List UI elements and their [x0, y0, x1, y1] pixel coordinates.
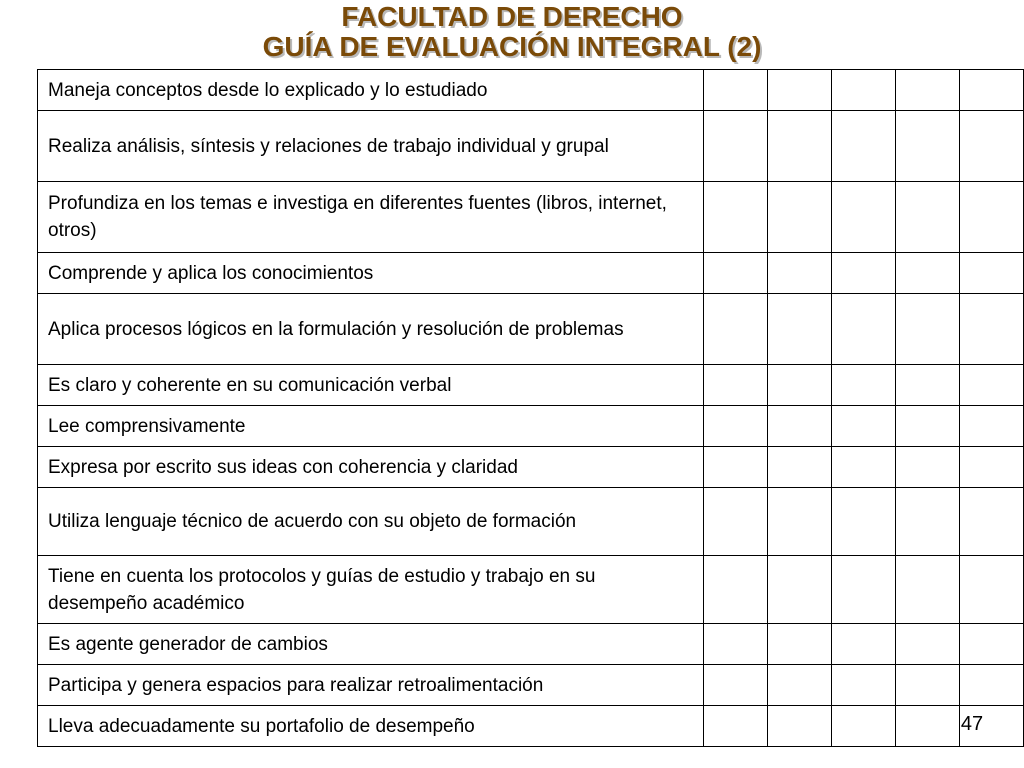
rating-cell[interactable] — [768, 624, 832, 665]
table-row — [38, 488, 1024, 556]
evaluation-table — [37, 69, 1024, 747]
slide-title — [0, 2, 1024, 62]
rating-cell[interactable] — [896, 447, 960, 488]
table-row — [38, 182, 1024, 253]
rating-cell[interactable] — [896, 70, 960, 111]
rating-cell[interactable] — [704, 70, 768, 111]
rating-cell[interactable] — [896, 624, 960, 665]
rating-cell[interactable] — [704, 624, 768, 665]
criterion-cell: Utiliza lenguaje técnico de acuerdo con su objeto de formación — [38, 488, 704, 556]
rating-cell[interactable] — [768, 253, 832, 294]
page-number: 47 — [960, 713, 984, 735]
rating-cell[interactable] — [832, 706, 896, 747]
rating-cell[interactable] — [768, 70, 832, 111]
criterion-cell: Tiene en cuenta los protocolos y guías de estudio y trabajo en su desempeño académico — [38, 556, 704, 624]
rating-cell[interactable] — [832, 624, 896, 665]
rating-cell[interactable] — [896, 406, 960, 447]
rating-cell[interactable] — [960, 253, 1024, 294]
rating-cell[interactable] — [960, 488, 1024, 556]
rating-cell[interactable] — [960, 182, 1024, 253]
rating-cell[interactable] — [896, 665, 960, 706]
rating-cell[interactable] — [704, 253, 768, 294]
table-row — [38, 111, 1024, 182]
rating-cell[interactable] — [832, 447, 896, 488]
rating-cell[interactable] — [896, 182, 960, 253]
table-row — [38, 665, 1024, 706]
rating-cell[interactable] — [832, 182, 896, 253]
rating-cell[interactable] — [832, 111, 896, 182]
rating-cell[interactable] — [704, 406, 768, 447]
rating-cell[interactable] — [960, 70, 1024, 111]
rating-cell[interactable] — [704, 182, 768, 253]
rating-cell[interactable] — [832, 294, 896, 365]
rating-cell[interactable] — [768, 406, 832, 447]
rating-cell[interactable] — [960, 447, 1024, 488]
rating-cell[interactable] — [704, 447, 768, 488]
criterion-cell: Lleva adecuadamente su portafolio de desempeño — [38, 706, 704, 747]
table-row — [38, 556, 1024, 624]
rating-cell[interactable] — [768, 294, 832, 365]
criterion-cell: Expresa por escrito sus ideas con coherencia y claridad — [38, 447, 704, 488]
table-row — [38, 447, 1024, 488]
rating-cell[interactable] — [832, 70, 896, 111]
rating-cell[interactable] — [832, 665, 896, 706]
rating-cell[interactable] — [960, 365, 1024, 406]
rating-cell[interactable] — [960, 406, 1024, 447]
rating-cell[interactable] — [832, 556, 896, 624]
rating-cell[interactable] — [768, 665, 832, 706]
rating-cell[interactable] — [704, 556, 768, 624]
rating-cell[interactable] — [960, 624, 1024, 665]
rating-cell[interactable] — [896, 253, 960, 294]
criterion-cell: Comprende y aplica los conocimientos — [38, 253, 704, 294]
title-line-1: FACULTAD DE DERECHO — [341, 1, 683, 32]
rating-cell[interactable] — [768, 365, 832, 406]
rating-cell[interactable] — [896, 556, 960, 624]
table-row — [38, 70, 1024, 111]
criterion-cell: Realiza análisis, síntesis y relaciones de trabajo individual y grupal — [38, 111, 704, 182]
rating-cell[interactable] — [768, 706, 832, 747]
criterion-cell: Participa y genera espacios para realizar retroalimentación — [38, 665, 704, 706]
rating-cell[interactable] — [704, 665, 768, 706]
rating-cell[interactable] — [960, 665, 1024, 706]
rating-cell[interactable] — [960, 294, 1024, 365]
rating-cell[interactable] — [832, 365, 896, 406]
table-row — [38, 365, 1024, 406]
rating-cell[interactable] — [832, 253, 896, 294]
rating-cell[interactable] — [960, 111, 1024, 182]
rating-cell[interactable] — [832, 406, 896, 447]
rating-cell[interactable] — [896, 365, 960, 406]
title-line-2: GUÍA DE EVALUACIÓN INTEGRAL (2) — [262, 31, 762, 62]
rating-cell[interactable] — [896, 111, 960, 182]
criterion-cell: Aplica procesos lógicos en la formulación y resolución de problemas — [38, 294, 704, 365]
rating-cell[interactable] — [768, 447, 832, 488]
rating-cell[interactable] — [960, 556, 1024, 624]
table-row — [38, 406, 1024, 447]
rating-cell[interactable] — [704, 294, 768, 365]
rating-cell[interactable] — [704, 706, 768, 747]
criterion-cell: Profundiza en los temas e investiga en diferentes fuentes (libros, internet, otros) — [38, 182, 704, 253]
criterion-cell: Lee comprensivamente — [38, 406, 704, 447]
rating-cell[interactable] — [768, 182, 832, 253]
rating-cell[interactable] — [896, 294, 960, 365]
criterion-cell: Maneja conceptos desde lo explicado y lo estudiado — [38, 70, 704, 111]
criterion-cell: Es agente generador de cambios — [38, 624, 704, 665]
rating-cell[interactable] — [768, 556, 832, 624]
table-row — [38, 706, 1024, 747]
table-row — [38, 253, 1024, 294]
table-row — [38, 294, 1024, 365]
rating-cell[interactable] — [704, 365, 768, 406]
rating-cell[interactable] — [768, 111, 832, 182]
criterion-cell: Es claro y coherente en su comunicación verbal — [38, 365, 704, 406]
rating-cell[interactable] — [896, 488, 960, 556]
rating-cell[interactable] — [704, 488, 768, 556]
rating-cell[interactable] — [768, 488, 832, 556]
rating-cell[interactable] — [832, 488, 896, 556]
rating-cell[interactable] — [704, 111, 768, 182]
table-row — [38, 624, 1024, 665]
